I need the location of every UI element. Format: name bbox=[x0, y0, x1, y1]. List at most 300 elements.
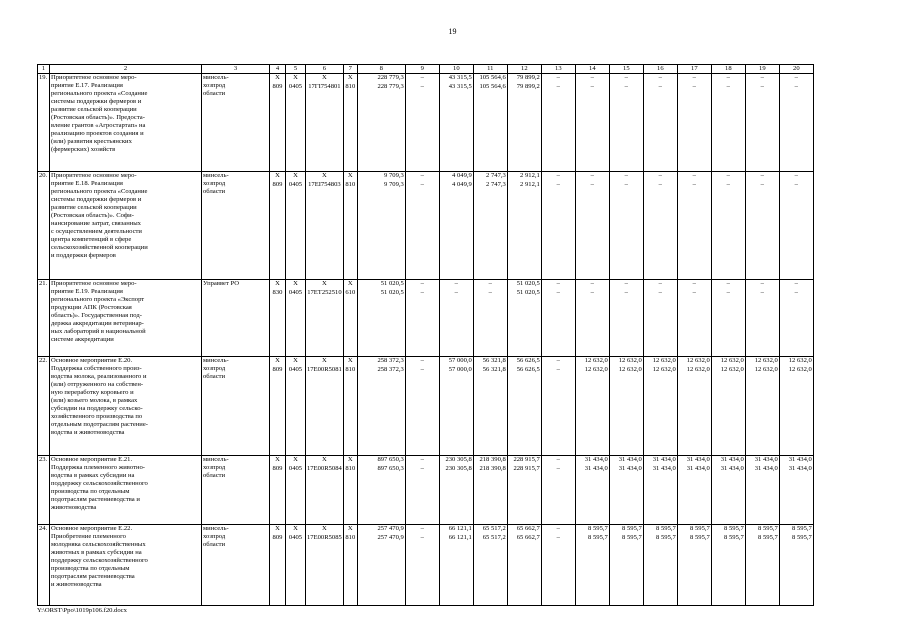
value-line: 12 632,0 bbox=[720, 365, 744, 373]
value-line: X bbox=[322, 172, 327, 179]
value-line: 810 bbox=[345, 82, 356, 90]
value-line: – bbox=[556, 365, 560, 373]
responsible-executor bbox=[202, 357, 270, 456]
value-line: – bbox=[420, 357, 424, 364]
value-cell bbox=[609, 74, 643, 172]
value-cell bbox=[306, 525, 344, 606]
activity-name-line: продукции АПК (Ростовская bbox=[51, 304, 132, 312]
value-line: X bbox=[275, 357, 280, 364]
value-line: – bbox=[760, 82, 764, 90]
value-line: 31 434,0 bbox=[754, 456, 778, 463]
table-row bbox=[38, 74, 814, 172]
value-cell bbox=[677, 280, 711, 357]
value-line: – bbox=[794, 172, 798, 179]
value-line: – bbox=[556, 533, 560, 541]
value-line: – bbox=[454, 288, 458, 296]
value-line: 31 434,0 bbox=[652, 464, 676, 472]
value-line: 66 121,1 bbox=[448, 525, 472, 532]
value-cell bbox=[286, 280, 306, 357]
header-cell: 14 bbox=[575, 65, 609, 74]
value-cell bbox=[711, 172, 745, 280]
value-line: – bbox=[658, 82, 662, 90]
activity-name-line: животноводства bbox=[51, 504, 97, 512]
value-line: X bbox=[293, 456, 298, 463]
value-line: – bbox=[726, 74, 730, 81]
value-cell bbox=[306, 172, 344, 280]
responsible-executor-line: области bbox=[203, 541, 226, 549]
value-line: X bbox=[322, 280, 327, 287]
budget-table bbox=[37, 64, 814, 606]
activity-name-line: регионального проекта «Экспорт bbox=[51, 296, 145, 304]
value-line: 56 626,5 bbox=[516, 357, 540, 364]
value-line: 230 305,8 bbox=[445, 456, 472, 463]
activity-name-line: регионального проекта «Создание bbox=[51, 188, 148, 196]
value-line: X bbox=[293, 357, 298, 364]
value-line: – bbox=[420, 525, 424, 532]
value-line: – bbox=[590, 180, 594, 188]
value-line: 56 321,8 bbox=[482, 365, 506, 373]
row-number: 24. bbox=[38, 525, 50, 606]
value-line: – bbox=[590, 74, 594, 81]
value-line: 0405 bbox=[288, 180, 303, 188]
value-line: 43 315,5 bbox=[448, 74, 472, 81]
value-cell bbox=[270, 456, 286, 525]
value-line: 810 bbox=[345, 464, 356, 472]
value-line: 12 632,0 bbox=[652, 357, 676, 364]
value-line: – bbox=[692, 172, 696, 179]
table-row bbox=[38, 357, 814, 456]
activity-name-line: приятие Е.17. Реализация bbox=[51, 82, 123, 90]
value-line: – bbox=[420, 456, 424, 463]
value-cell bbox=[357, 357, 405, 456]
value-line: 79 899,2 bbox=[516, 82, 540, 90]
value-cell bbox=[405, 74, 439, 172]
activity-name-line: поддержку сельскохозяйственного bbox=[51, 557, 148, 565]
value-line: X bbox=[293, 172, 298, 179]
value-line: 2 912,1 bbox=[520, 180, 540, 188]
value-line: 8 595,7 bbox=[792, 525, 812, 532]
value-line: – bbox=[556, 456, 560, 463]
value-line: X bbox=[275, 280, 280, 287]
value-line: X bbox=[322, 357, 327, 364]
value-cell bbox=[473, 74, 507, 172]
value-line: – bbox=[794, 180, 798, 188]
value-cell bbox=[643, 357, 677, 456]
value-line: X bbox=[347, 456, 353, 463]
activity-name-line: и животноводства bbox=[51, 581, 102, 589]
value-line: 12 632,0 bbox=[652, 365, 676, 373]
value-line: 8 595,7 bbox=[724, 533, 744, 541]
value-cell bbox=[286, 74, 306, 172]
value-line: 17ЕI754803 bbox=[308, 180, 341, 188]
value-cell bbox=[541, 172, 575, 280]
value-cell bbox=[507, 280, 541, 357]
header-cell: 6 bbox=[306, 65, 344, 74]
value-cell bbox=[270, 172, 286, 280]
value-cell bbox=[473, 280, 507, 357]
value-line: – bbox=[420, 180, 424, 188]
value-cell bbox=[439, 280, 473, 357]
activity-name bbox=[50, 172, 202, 280]
activity-name-line: поддержку сельскохозяйственного bbox=[51, 480, 148, 488]
responsible-executor bbox=[202, 74, 270, 172]
value-line: – bbox=[556, 82, 560, 90]
value-cell bbox=[507, 172, 541, 280]
value-line: 218 390,8 bbox=[479, 456, 506, 463]
value-line: X bbox=[347, 357, 353, 364]
value-line: – bbox=[420, 172, 424, 179]
value-line: 8 595,7 bbox=[622, 533, 642, 541]
value-line: 66 121,1 bbox=[448, 533, 472, 541]
header-cell: 15 bbox=[609, 65, 643, 74]
value-line: – bbox=[454, 280, 458, 287]
value-cell bbox=[779, 172, 813, 280]
value-cell bbox=[357, 172, 405, 280]
value-line: 12 632,0 bbox=[686, 365, 710, 373]
value-line: – bbox=[556, 172, 560, 179]
value-line: 610 bbox=[345, 288, 356, 296]
value-line: – bbox=[726, 288, 730, 296]
value-cell bbox=[405, 357, 439, 456]
value-cell bbox=[270, 74, 286, 172]
value-cell bbox=[609, 280, 643, 357]
header-cell: 17 bbox=[677, 65, 711, 74]
value-line: 809 bbox=[272, 365, 283, 373]
value-line: 8 595,7 bbox=[758, 533, 778, 541]
activity-name-line: системы поддержки фермеров и bbox=[51, 196, 142, 204]
activity-name-line: Приоритетное основное меро- bbox=[51, 74, 137, 81]
value-cell bbox=[357, 525, 405, 606]
header-cell: 8 bbox=[357, 65, 405, 74]
value-cell bbox=[286, 172, 306, 280]
value-cell bbox=[711, 74, 745, 172]
value-line: – bbox=[794, 74, 798, 81]
responsible-executor-line: минсель- bbox=[203, 172, 229, 179]
header-cell: 12 bbox=[507, 65, 541, 74]
value-line: 810 bbox=[345, 180, 356, 188]
value-cell bbox=[745, 525, 779, 606]
header-cell: 20 bbox=[779, 65, 813, 74]
value-line: – bbox=[726, 180, 730, 188]
value-line: 8 595,7 bbox=[792, 533, 812, 541]
responsible-executor-line: области bbox=[203, 188, 226, 196]
value-line: 17ЕТ252510 bbox=[307, 288, 342, 296]
value-line: 8 595,7 bbox=[690, 533, 710, 541]
activity-name-line: системе аккредитации bbox=[51, 336, 114, 344]
value-cell bbox=[745, 280, 779, 357]
value-cell bbox=[270, 357, 286, 456]
header-cell: 4 bbox=[270, 65, 286, 74]
activity-name-line: развитие сельской кооперации bbox=[51, 204, 137, 212]
value-line: – bbox=[556, 280, 560, 287]
value-line: X bbox=[293, 74, 298, 81]
value-line: – bbox=[692, 288, 696, 296]
value-cell bbox=[473, 456, 507, 525]
value-line: 0405 bbox=[288, 82, 303, 90]
value-line: – bbox=[760, 74, 764, 81]
value-cell bbox=[575, 172, 609, 280]
value-line: 43 315,5 bbox=[448, 82, 472, 90]
value-line: – bbox=[794, 288, 798, 296]
responsible-executor-line: хозпрод bbox=[203, 533, 226, 541]
responsible-executor-line: минсель- bbox=[203, 357, 229, 364]
activity-name-line: ную переработку коровьего и bbox=[51, 389, 134, 397]
value-line: 228 779,3 bbox=[377, 74, 404, 81]
activity-name-line: субсидии на поддержку сельско- bbox=[51, 405, 143, 413]
value-cell bbox=[507, 525, 541, 606]
value-line: – bbox=[794, 82, 798, 90]
value-cell bbox=[677, 456, 711, 525]
activity-name-line: (или) отгруженного на собствен- bbox=[51, 381, 144, 389]
responsible-executor bbox=[202, 172, 270, 280]
value-line: 4 049,9 bbox=[452, 172, 472, 179]
activity-name-line: хозяйственного производства по bbox=[51, 413, 143, 421]
value-line: 31 434,0 bbox=[720, 464, 744, 472]
value-line: – bbox=[624, 82, 628, 90]
value-line: 65 517,2 bbox=[482, 533, 506, 541]
value-cell bbox=[575, 456, 609, 525]
value-line: – bbox=[420, 280, 424, 287]
value-line: 0405 bbox=[288, 464, 303, 472]
value-cell bbox=[779, 74, 813, 172]
value-cell bbox=[609, 456, 643, 525]
value-cell bbox=[711, 456, 745, 525]
value-line: 51 020,5 bbox=[516, 288, 540, 296]
value-line: 2 747,3 bbox=[486, 180, 506, 188]
value-line: 31 434,0 bbox=[686, 456, 710, 463]
value-line: X bbox=[275, 525, 280, 532]
value-cell bbox=[575, 357, 609, 456]
value-line: 228 915,7 bbox=[513, 464, 540, 472]
value-line: 258 372,3 bbox=[377, 357, 404, 364]
value-line: – bbox=[760, 180, 764, 188]
activity-name bbox=[50, 525, 202, 606]
value-cell bbox=[270, 525, 286, 606]
value-line: X bbox=[275, 456, 280, 463]
value-cell bbox=[711, 525, 745, 606]
value-line: – bbox=[658, 288, 662, 296]
value-line: X bbox=[347, 172, 353, 179]
table-row bbox=[38, 525, 814, 606]
value-line: X bbox=[293, 280, 298, 287]
value-line: 8 595,7 bbox=[656, 533, 676, 541]
value-line: 228 915,7 bbox=[513, 456, 540, 463]
value-line: 0405 bbox=[288, 288, 303, 296]
activity-name-line: Поддержка собственного произ- bbox=[51, 365, 142, 373]
header-cell: 10 bbox=[439, 65, 473, 74]
activity-name-line: (или) развития крестьянских bbox=[51, 138, 132, 146]
value-cell bbox=[439, 456, 473, 525]
value-cell bbox=[439, 172, 473, 280]
value-line: – bbox=[726, 82, 730, 90]
activity-name-line: приятие Е.18. Реализация bbox=[51, 180, 123, 188]
value-cell bbox=[473, 172, 507, 280]
value-cell bbox=[711, 357, 745, 456]
row-number: 19. bbox=[38, 74, 50, 172]
value-cell bbox=[575, 280, 609, 357]
footer-file-path: Y:\ORST\Ppo\1019p106.f20.docx bbox=[37, 607, 127, 614]
value-line: 57 000,0 bbox=[448, 357, 472, 364]
responsible-executor bbox=[202, 280, 270, 357]
activity-name-line: (фермерских) хозяйств bbox=[51, 146, 116, 154]
value-cell bbox=[306, 456, 344, 525]
value-line: 31 434,0 bbox=[618, 456, 642, 463]
value-line: 9 709,3 bbox=[384, 180, 404, 188]
value-line: 31 434,0 bbox=[584, 456, 608, 463]
value-line: 105 564,6 bbox=[479, 74, 506, 81]
header-cell: 13 bbox=[541, 65, 575, 74]
value-line: 12 632,0 bbox=[788, 365, 812, 373]
value-line: – bbox=[692, 180, 696, 188]
value-line: 12 632,0 bbox=[618, 365, 642, 373]
value-line: 51 020,5 bbox=[516, 280, 540, 287]
value-line: X bbox=[322, 74, 327, 81]
value-cell bbox=[541, 456, 575, 525]
value-line: 258 372,3 bbox=[377, 365, 404, 373]
value-cell bbox=[575, 74, 609, 172]
activity-name-line: и поддержки фермеров bbox=[51, 252, 116, 260]
value-cell bbox=[609, 172, 643, 280]
value-line: 230 305,8 bbox=[445, 464, 472, 472]
value-cell bbox=[405, 525, 439, 606]
activity-name-line: Приобретение племенного bbox=[51, 533, 126, 541]
value-line: 56 321,8 bbox=[482, 357, 506, 364]
value-cell bbox=[343, 280, 357, 357]
value-line: 2 912,1 bbox=[520, 172, 540, 179]
table-row bbox=[38, 280, 814, 357]
value-line: – bbox=[658, 180, 662, 188]
value-line: X bbox=[347, 525, 353, 532]
value-line: 2 747,3 bbox=[486, 172, 506, 179]
activity-name bbox=[50, 456, 202, 525]
activity-name-line: производства по отдельным bbox=[51, 488, 130, 496]
value-cell bbox=[306, 280, 344, 357]
value-line: 17Е00R5085 bbox=[307, 533, 342, 541]
value-line: 12 632,0 bbox=[618, 357, 642, 364]
value-line: 257 470,9 bbox=[377, 525, 404, 532]
value-line: – bbox=[488, 280, 492, 287]
value-cell bbox=[541, 357, 575, 456]
responsible-executor-line: Управвет РО bbox=[203, 280, 239, 287]
row-number: 20. bbox=[38, 172, 50, 280]
value-cell bbox=[439, 357, 473, 456]
activity-name-line: водства в рамках субсидии на bbox=[51, 472, 135, 480]
value-cell bbox=[711, 280, 745, 357]
value-line: – bbox=[624, 180, 628, 188]
value-line: – bbox=[556, 180, 560, 188]
value-cell bbox=[343, 456, 357, 525]
value-line: 31 434,0 bbox=[720, 456, 744, 463]
value-line: – bbox=[624, 280, 628, 287]
value-cell bbox=[541, 74, 575, 172]
header-cell: 18 bbox=[711, 65, 745, 74]
value-line: 9 709,3 bbox=[384, 172, 404, 179]
activity-name-line: нансирование затрат, связанных bbox=[51, 220, 141, 228]
value-line: – bbox=[420, 533, 424, 541]
activity-name-line: Поддержка племенного животно- bbox=[51, 464, 145, 472]
value-line: 17Е00R5084 bbox=[307, 464, 342, 472]
activity-name-line: с осуществлением деятельности bbox=[51, 228, 142, 236]
value-cell bbox=[643, 172, 677, 280]
value-line: – bbox=[420, 365, 424, 373]
value-line: – bbox=[590, 280, 594, 287]
value-line: – bbox=[624, 74, 628, 81]
value-line: 8 595,7 bbox=[588, 533, 608, 541]
activity-name-line: ных лабораторий в национальной bbox=[51, 328, 146, 336]
row-number: 22. bbox=[38, 357, 50, 456]
activity-name-line: сельскохозяйственной кооперации bbox=[51, 244, 148, 252]
value-line: – bbox=[760, 172, 764, 179]
value-cell bbox=[609, 525, 643, 606]
value-cell bbox=[677, 74, 711, 172]
value-line: 65 662,7 bbox=[516, 525, 540, 532]
value-line: 65 517,2 bbox=[482, 525, 506, 532]
value-line: X bbox=[322, 525, 327, 532]
value-line: 31 434,0 bbox=[652, 456, 676, 463]
responsible-executor-line: области bbox=[203, 90, 226, 98]
activity-name-line: Приоритетное основное меро- bbox=[51, 280, 137, 287]
value-cell bbox=[357, 74, 405, 172]
activity-name bbox=[50, 357, 202, 456]
activity-name-line: подотраслям растениеводства bbox=[51, 573, 135, 581]
value-cell bbox=[541, 280, 575, 357]
value-line: 57 000,0 bbox=[448, 365, 472, 373]
value-cell bbox=[677, 525, 711, 606]
responsible-executor bbox=[202, 525, 270, 606]
value-line: 257 470,9 bbox=[377, 533, 404, 541]
value-line: X bbox=[293, 525, 298, 532]
activity-name-line: Основное мероприятие Е.21. bbox=[51, 456, 133, 463]
value-cell bbox=[473, 525, 507, 606]
activity-name-line: водства и животноводства bbox=[51, 429, 125, 437]
value-line: – bbox=[692, 74, 696, 81]
responsible-executor-line: области bbox=[203, 373, 226, 381]
value-line: 8 595,7 bbox=[724, 525, 744, 532]
value-line: 218 390,8 bbox=[479, 464, 506, 472]
table-row bbox=[38, 456, 814, 525]
header-cell: 1 bbox=[38, 65, 50, 74]
value-cell bbox=[745, 456, 779, 525]
value-line: 8 595,7 bbox=[758, 525, 778, 532]
value-cell bbox=[343, 74, 357, 172]
value-cell bbox=[643, 525, 677, 606]
activity-name-line: молодняка сельскохозяйственных bbox=[51, 541, 146, 549]
value-line: X bbox=[347, 280, 353, 287]
value-cell bbox=[643, 74, 677, 172]
value-line: 17Е00R5081 bbox=[307, 365, 342, 373]
responsible-executor-line: минсель- bbox=[203, 525, 229, 532]
value-line: 12 632,0 bbox=[686, 357, 710, 364]
responsible-executor bbox=[202, 456, 270, 525]
value-cell bbox=[507, 74, 541, 172]
value-cell bbox=[643, 280, 677, 357]
value-cell bbox=[343, 357, 357, 456]
value-line: 8 595,7 bbox=[690, 525, 710, 532]
value-line: – bbox=[692, 280, 696, 287]
value-line: 65 662,7 bbox=[516, 533, 540, 541]
value-line: – bbox=[556, 288, 560, 296]
value-cell bbox=[343, 172, 357, 280]
value-cell bbox=[473, 357, 507, 456]
activity-name-line: Приоритетное основное меро- bbox=[51, 172, 137, 179]
responsible-executor-line: области bbox=[203, 472, 226, 480]
value-line: – bbox=[658, 74, 662, 81]
value-line: 31 434,0 bbox=[686, 464, 710, 472]
value-cell bbox=[541, 525, 575, 606]
activity-name-line: Основное мероприятие Е.20. bbox=[51, 357, 133, 364]
activity-name-line: приятие Е.19. Реализация bbox=[51, 288, 123, 296]
header-row bbox=[38, 65, 814, 74]
